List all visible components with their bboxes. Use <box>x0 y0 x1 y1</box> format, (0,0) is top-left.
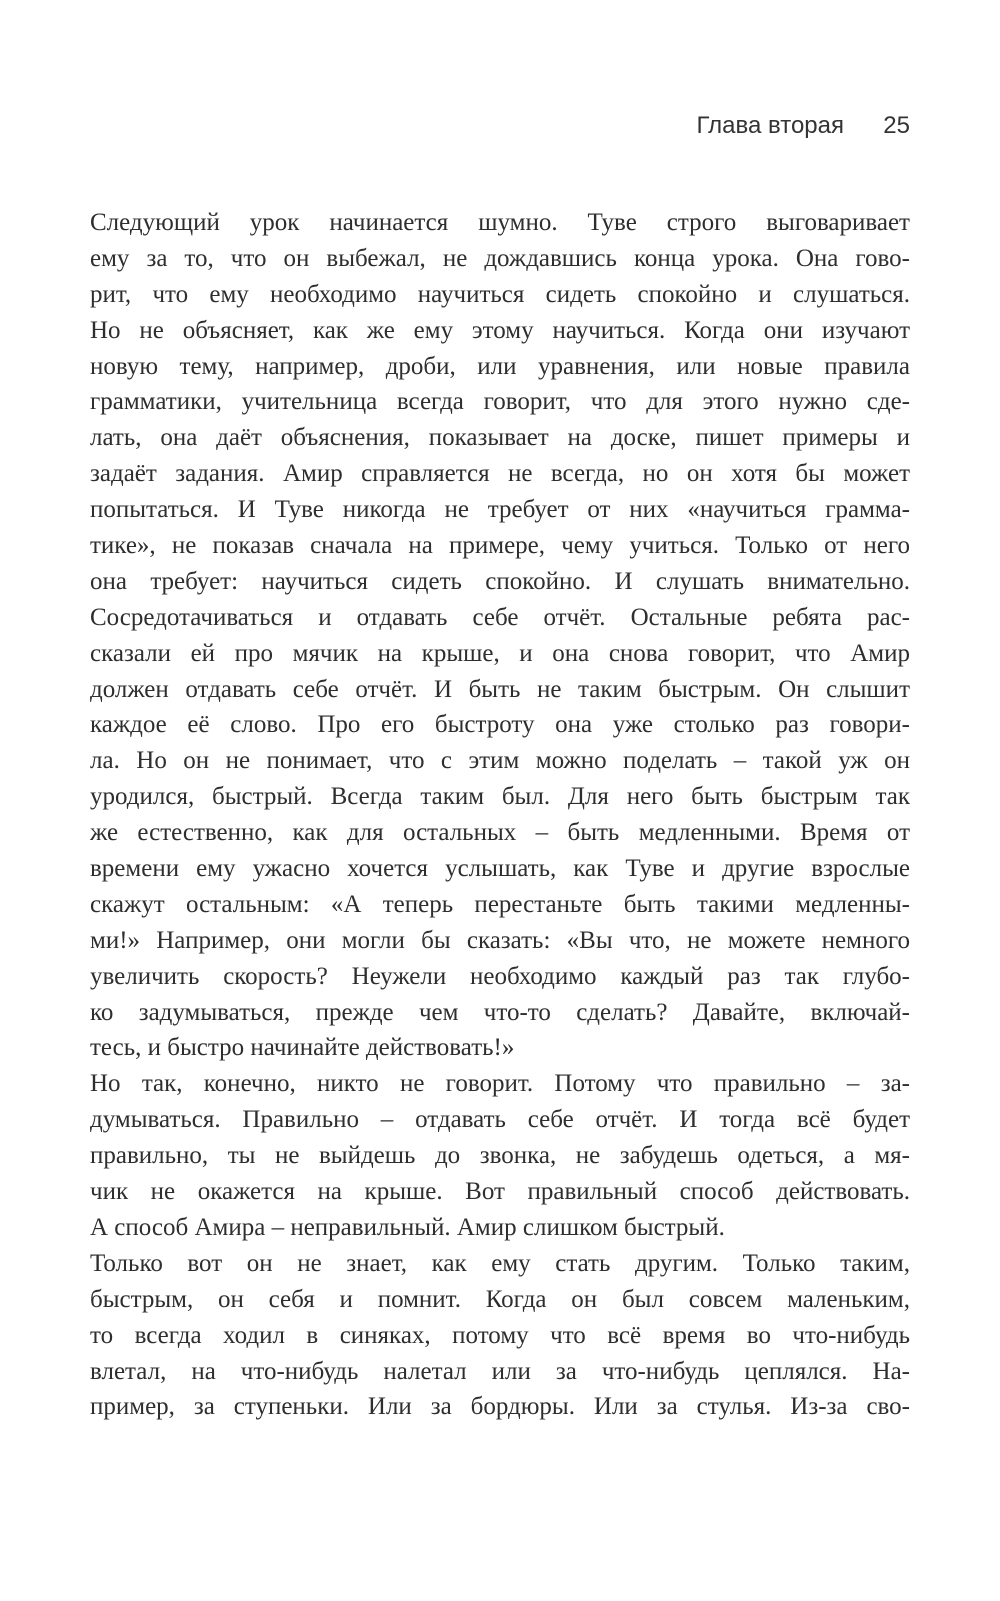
text-line: А способ Амира – неправильный. Амир слишком быстрый. <box>90 1213 725 1241</box>
text-line: тесь, и быстро начинайте действовать!» <box>90 1034 515 1062</box>
paragraph-2 <box>90 1066 910 1245</box>
text-line: должен отдавать себе отчёт. И быть не таким быстрым. Он слышит <box>90 675 910 703</box>
text-line: ми!» Например, они могли бы сказать: «Вы что, не можете немного <box>90 926 910 954</box>
text-line: Сосредотачиваться и отдавать себе отчёт. Остальные ребята рас- <box>90 603 910 631</box>
text-line: лать, она даёт объяснения, показывает на доске, пишет примеры и <box>90 424 910 452</box>
text-line: она требует: научиться сидеть спокойно. И слушать внимательно. <box>90 567 910 595</box>
text-line: думываться. Правильно – отдавать себе отчёт. И тогда всё будет <box>90 1106 910 1134</box>
text-line: увеличить скорость? Неужели необходимо каждый раз так глубо- <box>90 962 910 990</box>
text-line: же естественно, как для остальных – быть медленными. Время от <box>90 819 910 847</box>
text-line: ему за то, что он выбежал, не дождавшись конца урока. Она гово- <box>90 244 910 272</box>
page-number: 25 <box>883 112 910 139</box>
text-line: уродился, быстрый. Всегда таким был. Для него быть быстрым так <box>90 783 910 811</box>
chapter-title: Глава вторая <box>696 112 844 139</box>
text-line: ко задумываться, прежде чем что-то сделать? Давайте, включай- <box>90 998 910 1026</box>
text-line: грамматики, учительница всегда говорит, что для этого нужно сде- <box>90 388 910 416</box>
text-line: правильно, ты не выйдешь до звонка, не забудешь одеться, а мя- <box>90 1142 910 1170</box>
text-line: ла. Но он не понимает, что с этим можно поделать – такой уж он <box>90 747 910 775</box>
text-line: влетал, на что-нибудь налетал или за что-нибудь цеплялся. На- <box>90 1357 910 1385</box>
text-line: времени ему ужасно хочется услышать, как Туве и другие взрослые <box>90 855 910 883</box>
text-line: каждое её слово. Про его быстроту она уже столько раз говори- <box>90 711 910 739</box>
text-line: чик не окажется на крыше. Вот правильный способ действовать. <box>90 1178 910 1206</box>
text-line: скажут остальным: «А теперь перестаньте быть такими медленны- <box>90 890 910 918</box>
text-line: быстрым, он себя и помнит. Когда он был совсем маленьким, <box>90 1285 910 1313</box>
paragraph-3 <box>90 1246 910 1425</box>
text-line: сказали ей про мячик на крыше, и она снова говорит, что Амир <box>90 639 910 667</box>
text-line: новую тему, например, дроби, или уравнения, или новые правила <box>90 352 910 380</box>
text-line: Только вот он не знает, как ему стать другим. Только таким, <box>90 1249 910 1277</box>
body-text <box>90 205 910 1425</box>
text-line: пример, за ступеньки. Или за бордюры. Или за стулья. Из-за сво- <box>90 1393 910 1421</box>
text-line: тике», не показав сначала на примере, чему учиться. Только от него <box>90 532 910 560</box>
text-line: Но не объясняет, как же ему этому научиться. Когда они изучают <box>90 316 910 344</box>
text-line: рит, что ему необходимо научиться сидеть спокойно и слушаться. <box>90 280 910 308</box>
running-header <box>90 112 910 152</box>
text-line: Но так, конечно, никто не говорит. Потому что правильно – за- <box>90 1070 910 1098</box>
text-line: Следующий урок начинается шумно. Туве строго выговаривает <box>90 209 910 236</box>
text-line: задаёт задания. Амир справляется не всегда, но он хотя бы может <box>90 460 910 488</box>
text-line: то всегда ходил в синяках, потому что всё время во что-нибудь <box>90 1321 910 1349</box>
paragraph-1 <box>90 205 910 1066</box>
text-line: попытаться. И Туве никогда не требует от них «научиться грамма- <box>90 496 910 524</box>
